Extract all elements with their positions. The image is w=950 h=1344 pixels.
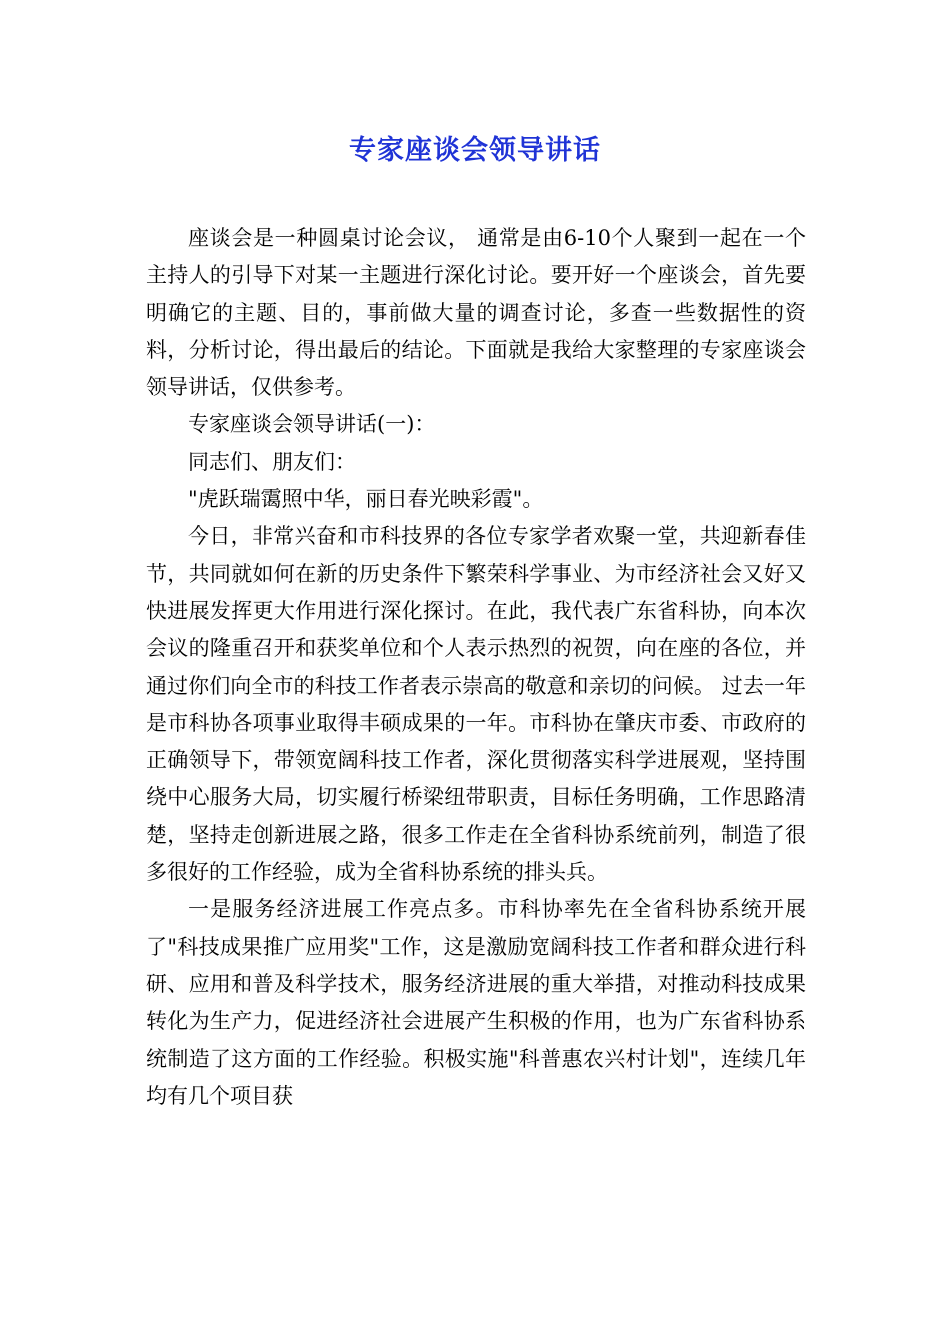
paragraph-intro: 座谈会是一种圆桌讨论会议， 通常是由6-10个人聚到一起在一个主持人的引导下对某一主题进行深化讨论。要开好一个座谈会，首先要明确它的主题、目的，事前做大量的调查讨论，多查一些数据性的资料，分析讨论，得出最后的结论。下面就是我给大家整理的专家座谈会领导讲话，仅供参考。 <box>146 226 806 400</box>
paragraph-couplet: "虎跃瑞霭照中华，丽日春光映彩霞"。 <box>188 487 544 512</box>
document-body <box>146 220 806 1115</box>
paragraph-greeting: 今日，非常兴奋和市科技界的各位专家学者欢聚一堂，共迎新春佳节，共同就如何在新的历史条件下繁荣科学事业、为市经济社会又好又快进展发挥更大作用进行深化探讨。在此，我代表广东省科协，向本次会议的隆重召开和获奖单位和个人表示热烈的祝贺，向在座的各位，并通过你们向全市的科技工作者表示崇高的敬意和亲切的问候。 过去一年是市科协各项事业取得丰硕成果的一年。市科协在肇庆市委、市政府的正确领导下，带领宽阔科技工作者，深化贯彻落实科学进展观，坚持围绕中心服务大局，切实履行桥梁纽带职责，目标任务明确，工作思路清楚，坚持走创新进展之路，很多工作走在全省科协系统前列，制造了很多很好的工作经验，成为全省科协系统的排头兵。 <box>146 524 806 885</box>
paragraph-point-one: 一是服务经济进展工作亮点多。市科协率先在全省科协系统开展了"科技成果推广应用奖"工作，这是激励宽阔科技工作者和群众进行科研、应用和普及科学技术，服务经济进展的重大举措，对推动科技成果转化为生产力，促进经济社会进展产生积极的作用，也为广东省科协系统制造了这方面的工作经验。积极实施"科普惠农兴村计划"，连续几年均有几个项目获 <box>146 897 806 1108</box>
document-title: 专家座谈会领导讲话 <box>349 135 601 166</box>
paragraph-salutation: 同志们、朋友们： <box>188 449 356 474</box>
paragraph-speech-heading: 专家座谈会领导讲话(一)： <box>188 412 436 437</box>
